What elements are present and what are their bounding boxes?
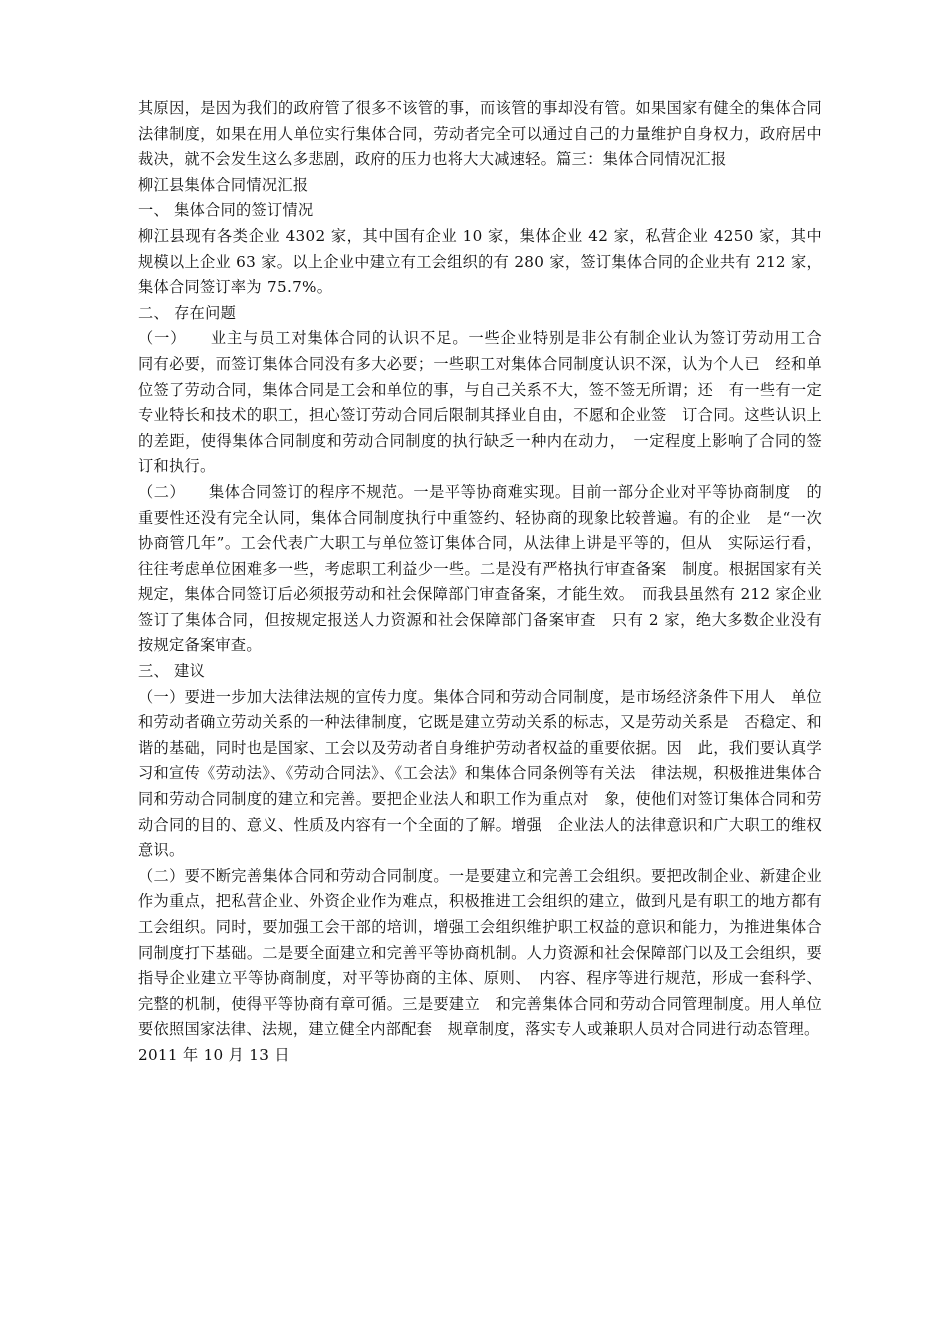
section-heading-1: 一、 集体合同的签订情况 xyxy=(138,201,314,220)
paragraph-suggestion-2: （二）要不断完善集体合同和劳动合同制度。一是要建立和完善工会组织。要把改制企业、新建企业作为重点，把私营企业、外资企业作为难点，积极推进工会组织的建立，做到凡是有职工的地方都有工会组织。同时，要加强工会干部的培训，增强工会组织维护职工权益的意识和能力，为推进集体合同制度打下基础。二是要全面建立和完善平等协商机制。人力资源和社会保障部门以及工会组织，要指导企业建立平等协商制度，对平等协商的主体、原则、 内容、程序等进行规范，形成一套科学、完整的机制，使得平等协商有章可循。三是要建立 和完善集体合同和劳动合同管理制度。用人单位要依照国家法律、法规，建立健全内部配套 规章制度，落实专人或兼职人员对合同进行动态管理。 xyxy=(138,866,822,1039)
report-title: 柳江县集体合同情况汇报 xyxy=(138,175,309,194)
paragraph-intro: 其原因，是因为我们的政府管了很多不该管的事，而该管的事却没有管。如果国家有健全的集体合同法律制度，如果在用人单位实行集体合同，劳动者完全可以通过自己的力量维护自身权力，政府居中裁决，就不会发生这么多悲剧，政府的压力也将大大减速轻。篇三：集体合同情况汇报 xyxy=(138,99,822,169)
paragraph-problem-2: （二） 集体合同签订的程序不规范。一是平等协商难实现。目前一部分企业对平等协商制度 的重要性还没有完全认同，集体合同制度执行中重签约、轻协商的现象比较普遍。有的企业 是“一次协商管几年”。工会代表广大职工与单位签订集体合同，从法律上讲是平等的，但从 实际运行看，往往考虑单位困难多一些，考虑职工利益少一些。二是没有严格执行审查备案 制度。根据国家有关规定，集体合同签订后必须报劳动和社会保障部门审查备案，才能生效。 而我县虽然有 212 家企业签订了集体合同，但按规定报送人力资源和社会保障部门备案审查 只有 2 家，绝大多数企业没有按规定备案审查。 xyxy=(138,482,822,655)
document-body xyxy=(138,96,838,1069)
document-date: 2011 年 10 月 13 日 xyxy=(138,1045,290,1064)
section-heading-2: 二、 存在问题 xyxy=(138,303,237,322)
section-heading-3: 三、 建议 xyxy=(138,662,206,681)
paragraph-problem-1: （一） 业主与员工对集体合同的认识不足。一些企业特别是非公有制企业认为签订劳动用工合 同有必要，而签订集体合同没有多大必要；一些职工对集体合同制度认识不深，认为个人已 经和单位签了劳动合同，集体合同是工会和单位的事，与自己关系不大，签不签无所谓；还 有一些有一定专业特长和技术的职工，担心签订劳动合同后限制其择业自由，不愿和企业签 订合同。这些认识上的差距，使得集体合同制度和劳动合同制度的执行缺乏一种内在动力， 一定程度上影响了合同的签订和执行。 xyxy=(138,329,838,476)
paragraph-suggestion-1: （一）要进一步加大法律法规的宣传力度。集体合同和劳动合同制度，是市场经济条件下用人 单位和劳动者确立劳动关系的一种法律制度，它既是建立劳动关系的标志，又是劳动关系是 否稳定、和谐的基础，同时也是国家、工会以及劳动者自身维护劳动者权益的重要依据。因 此，我们要认真学习和宣传《劳动法》、《劳动合同法》、《工会法》和集体合同条例等有关法 律法规，积极推进集体合同和劳动合同制度的建立和完善。要把企业法人和职工作为重点对 象，使他们对签订集体合同和劳动合同的目的、意义、性质及内容有一个全面的了解。增强 企业法人的法律意识和广大职工的维权意识。 xyxy=(138,687,822,860)
paragraph-signing-status: 柳江县现有各类企业 4302 家，其中国有企业 10 家，集体企业 42 家，私营企业 4250 家，其中规模以上企业 63 家。以上企业中建立有工会组织的有 280 家，签订集体合同的企业共有 212 家，集体合同签订率为 75.7%。 xyxy=(138,226,822,297)
